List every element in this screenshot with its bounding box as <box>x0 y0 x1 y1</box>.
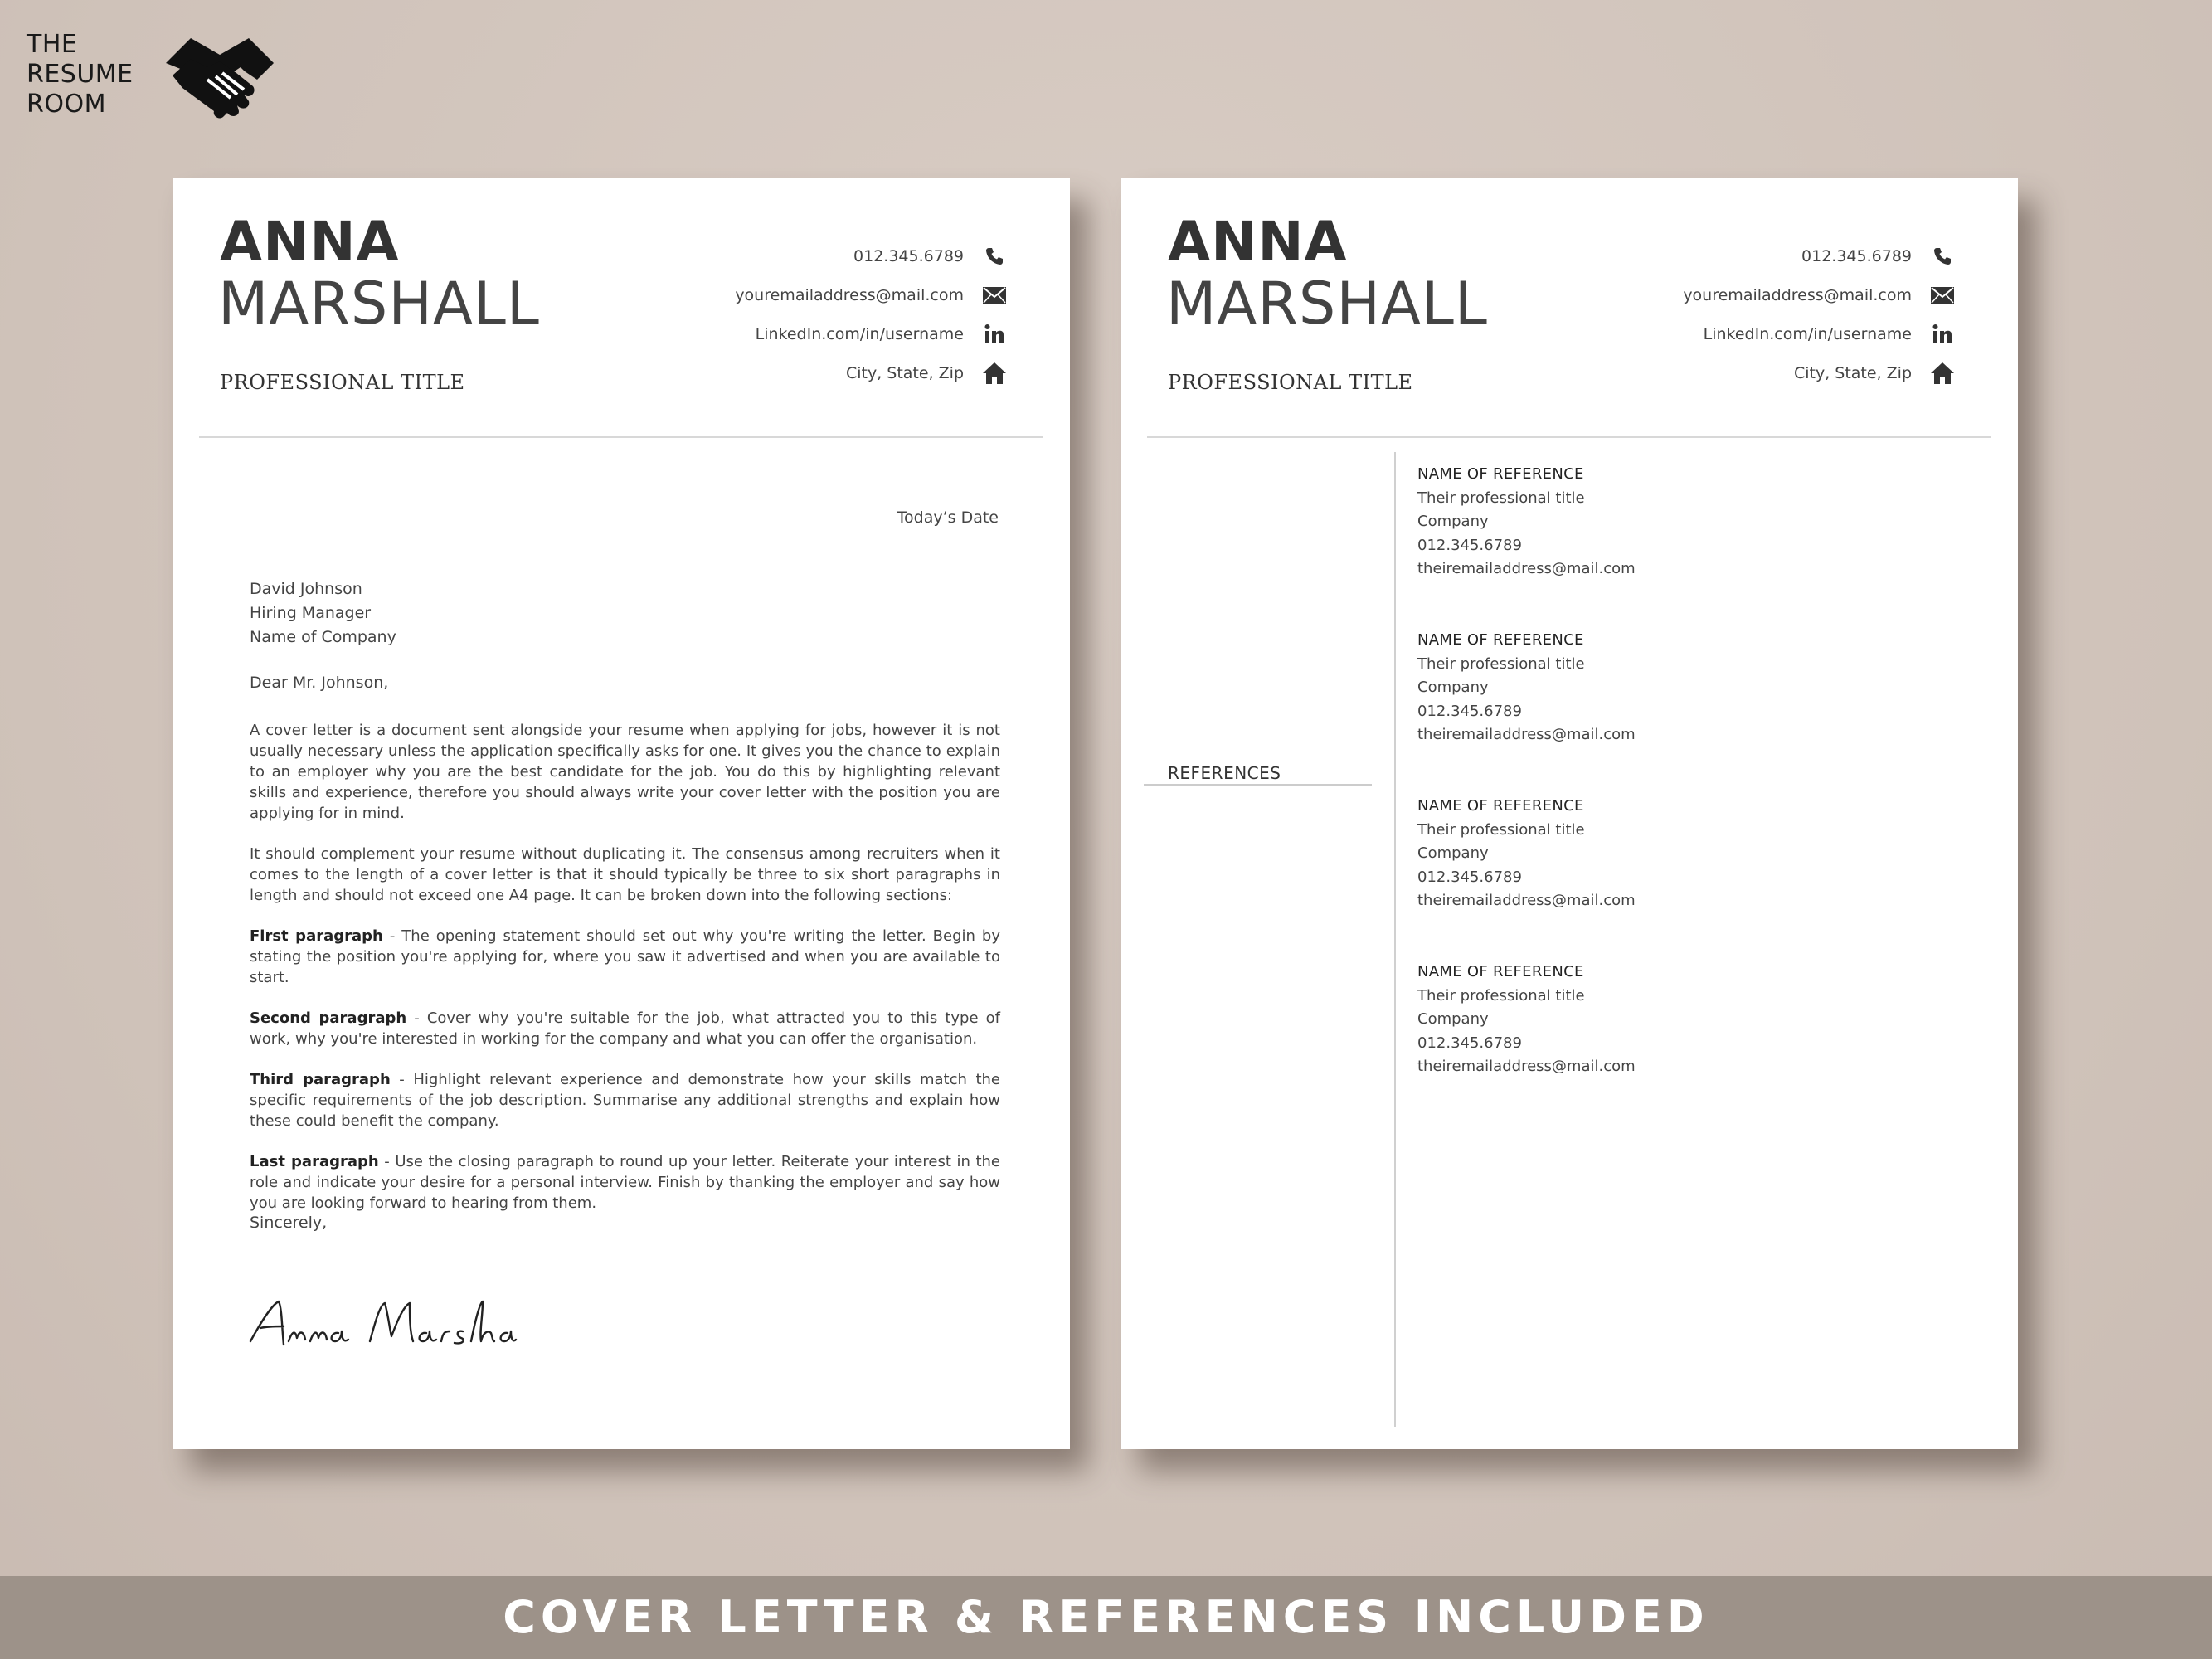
reference-company: Company <box>1417 513 1489 530</box>
reference-entry <box>1417 463 1636 581</box>
handshake-icon <box>158 30 282 121</box>
letter-paragraph <box>250 1151 1000 1214</box>
professional-title: PROFESSIONAL TITLE <box>1168 371 1413 394</box>
brand-logo <box>27 30 292 129</box>
contact-linkedin <box>1490 314 1955 353</box>
contact-location <box>542 353 1007 392</box>
contact-text: youremailaddress@mail.com <box>1683 285 1912 304</box>
envelope-icon <box>982 283 1007 308</box>
references-page <box>1121 178 2018 1449</box>
reference-company: Company <box>1417 679 1489 696</box>
contact-text: 012.345.6789 <box>853 246 964 265</box>
closing: Sincerely, <box>250 1214 328 1232</box>
letter-paragraph <box>250 1069 1000 1131</box>
envelope-icon <box>1930 283 1955 308</box>
contact-email <box>1490 275 1955 314</box>
letter-paragraph <box>250 720 1000 824</box>
linkedin-icon <box>982 322 1007 347</box>
contact-list <box>542 236 1007 392</box>
paragraph-text: - Use the closing paragraph to round up your letter. Reiterate your interest in the role and indicate your desire for a personal interview. Finish by thanking the employer and say how you are looking forward to hearing from them. <box>250 1153 1000 1212</box>
contact-text: 012.345.6789 <box>1801 246 1912 265</box>
paragraph-text: - Highlight relevant experience and demonstrate how your skills match the specific requirements of the job description. Summarise any additional strengths and explain how these could benefit the company. <box>250 1071 1000 1130</box>
logo-line: THE <box>27 30 78 59</box>
letter-paragraph <box>250 844 1000 906</box>
reference-phone: 012.345.6789 <box>1417 536 1522 554</box>
home-icon <box>1930 361 1955 386</box>
reference-company: Company <box>1417 844 1489 862</box>
references-heading-rule <box>1144 784 1372 786</box>
reference-name: NAME OF REFERENCE <box>1417 797 1584 815</box>
reference-email: theiremailaddress@mail.com <box>1417 726 1636 743</box>
reference-name: NAME OF REFERENCE <box>1417 963 1584 980</box>
reference-phone: 012.345.6789 <box>1417 1034 1522 1052</box>
paragraph-lead: Last paragraph <box>250 1153 379 1170</box>
references-heading: REFERENCES <box>1168 763 1281 783</box>
cover-letter-page <box>173 178 1070 1449</box>
contact-text: LinkedIn.com/in/username <box>1703 324 1912 343</box>
contact-email <box>542 275 1007 314</box>
recipient-title: Hiring Manager <box>250 604 372 622</box>
paragraph-lead: First paragraph <box>250 927 383 945</box>
contact-phone <box>542 236 1007 275</box>
brand-logo-text <box>27 30 134 119</box>
paragraph-text: - Cover why you're suitable for the job, what attracted you to this type of work, why you're interested in working for the company and what you can offer the organisation. <box>250 1010 1000 1048</box>
home-icon <box>982 361 1007 386</box>
letter-date: Today’s Date <box>897 508 999 527</box>
paragraph-text: A cover letter is a document sent alongside your resume when applying for jobs, however it is not usually necessary unless the application specifically asks for one. It gives you the chance to explain to an employer why you are the best candidate for the job. You do this by highlighting relevant skills and experience, therefore you should always write your cover letter with the position you are applying for in mind. <box>250 722 1000 822</box>
recipient-name: David Johnson <box>250 580 362 598</box>
first-name: ANNA <box>220 210 400 274</box>
reference-email: theiremailaddress@mail.com <box>1417 1058 1636 1075</box>
logo-line: ROOM <box>27 90 106 119</box>
contact-text: City, State, Zip <box>845 363 964 382</box>
reference-entry <box>1417 629 1636 747</box>
reference-email: theiremailaddress@mail.com <box>1417 892 1636 909</box>
reference-title: Their professional title <box>1417 489 1585 507</box>
reference-title: Their professional title <box>1417 654 1585 673</box>
last-name: MARSHALL <box>218 270 540 338</box>
logo-line: RESUME <box>27 60 134 89</box>
paragraph-lead: Third paragraph <box>250 1071 391 1088</box>
recipient-company: Name of Company <box>250 628 396 646</box>
recipient-block <box>250 577 396 649</box>
last-name: MARSHALL <box>1166 270 1488 338</box>
reference-company: Company <box>1417 1010 1489 1028</box>
contact-list <box>1490 236 1955 392</box>
paragraph-text: - The opening statement should set out why you're writing the letter. Begin by stating the position you're applying for, where you saw it advertised and when you are available to start. <box>250 927 1000 986</box>
column-divider <box>1394 452 1396 1427</box>
reference-email: theiremailaddress@mail.com <box>1417 560 1636 577</box>
phone-icon <box>982 244 1007 269</box>
reference-phone: 012.345.6789 <box>1417 868 1522 886</box>
letter-paragraph <box>250 926 1000 988</box>
salutation: Dear Mr. Johnson, <box>250 674 389 692</box>
footer-banner <box>0 1576 2212 1659</box>
first-name: ANNA <box>1168 210 1348 274</box>
paragraph-lead: Second paragraph <box>250 1010 407 1027</box>
reference-entry <box>1417 795 1636 913</box>
paragraph-text: It should complement your resume without duplicating it. The consensus among recruiters when it comes to the length of a cover letter is that it should typically be three to six short paragraphs in length and should not exceed one A4 page. It can be broken down into the following sections: <box>250 845 1000 904</box>
reference-title: Their professional title <box>1417 986 1585 1005</box>
contact-linkedin <box>542 314 1007 353</box>
reference-name: NAME OF REFERENCE <box>1417 631 1584 649</box>
signature <box>246 1290 519 1365</box>
letter-paragraph <box>250 1008 1000 1049</box>
reference-name: NAME OF REFERENCE <box>1417 465 1584 483</box>
header-divider <box>1147 436 1991 438</box>
professional-title: PROFESSIONAL TITLE <box>220 371 465 394</box>
reference-entry <box>1417 961 1636 1079</box>
linkedin-icon <box>1930 322 1955 347</box>
contact-phone <box>1490 236 1955 275</box>
contact-text: LinkedIn.com/in/username <box>755 324 964 343</box>
reference-title: Their professional title <box>1417 820 1585 839</box>
header-divider <box>199 436 1043 438</box>
banner-text: COVER LETTER & REFERENCES INCLUDED <box>503 1591 1709 1643</box>
letter-body <box>250 720 1000 1233</box>
contact-location <box>1490 353 1955 392</box>
reference-phone: 012.345.6789 <box>1417 702 1522 720</box>
contact-text: City, State, Zip <box>1793 363 1912 382</box>
phone-icon <box>1930 244 1955 269</box>
contact-text: youremailaddress@mail.com <box>735 285 964 304</box>
